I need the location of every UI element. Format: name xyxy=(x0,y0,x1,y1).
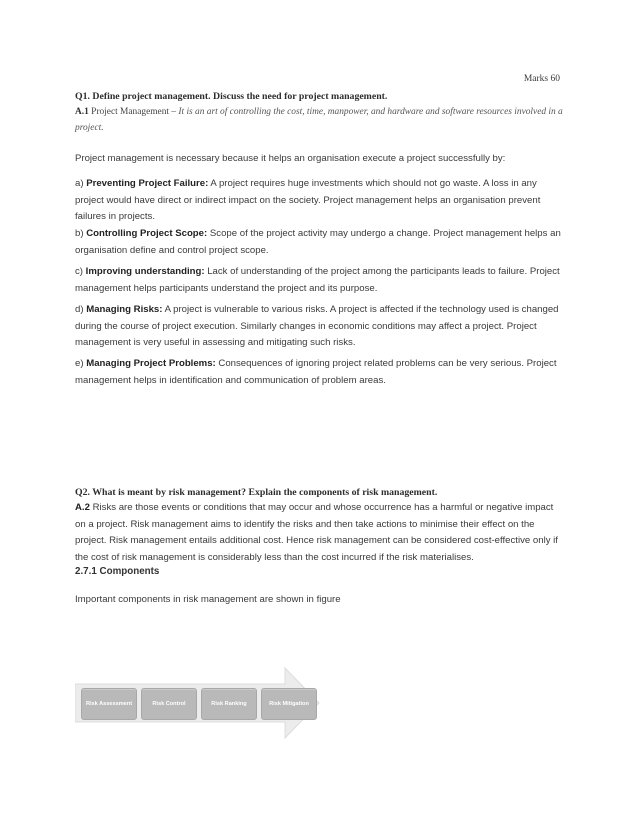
list-item xyxy=(75,264,564,297)
answer-1-definition xyxy=(75,104,564,136)
list-item-text: Consequences of ignoring project related problems can be very serious. Project management helps in identification and communication of problem areas. xyxy=(75,358,557,386)
answer-2 xyxy=(75,500,564,566)
step-risk-ranking: Risk Ranking xyxy=(201,688,257,720)
list-item-term: Improving understanding: xyxy=(85,266,205,277)
list-item-term: Managing Risks: xyxy=(86,304,163,315)
figure-caption: Important components in risk management are shown in figure xyxy=(75,594,341,605)
list-item-term: Managing Project Problems: xyxy=(86,358,216,369)
list-item-text: Lack of understanding of the project among the participants leads to failure. Project management helps participants understand the project and its purpose. xyxy=(75,266,560,294)
list-item xyxy=(75,302,564,352)
answer-2-text: Risks are those events or conditions that may occur and whose occurrence has a harmful or negative impact on a project. Risk management aims to identify the risks and then take actions to minimise their effect on the project. Risk management entails additional cost. Hence risk management can be considered cost-effective only if the cost of risk management is considerably less than the cost incurred if the risk materialises. xyxy=(75,502,558,563)
marks-label: Marks 60 xyxy=(523,74,560,84)
list-item-term: Preventing Project Failure: xyxy=(86,178,209,189)
step-risk-control: Risk Control xyxy=(141,688,197,720)
answer-1-text: It is an art of controlling the cost, time, manpower, and hardware and software resources involved in a project. xyxy=(75,107,563,133)
list-item-term: Controlling Project Scope: xyxy=(86,228,208,239)
list-item-prefix: e) xyxy=(75,358,87,369)
risk-components-figure xyxy=(75,666,325,740)
list-item-text: Scope of the project activity may undergo a change. Project management helps an organisation define and control project scope. xyxy=(75,228,561,256)
answer-1-intro: Project management is necessary because it helps an organisation execute a project successfully by: xyxy=(75,153,506,164)
list-item-prefix: c) xyxy=(75,266,86,277)
list-item-prefix: b) xyxy=(75,228,87,239)
list-item-prefix: d) xyxy=(75,304,87,315)
step-risk-assessment: Risk Assessment xyxy=(81,688,137,720)
list-item xyxy=(75,176,564,226)
section-heading: 2.7.1 Components xyxy=(75,566,160,577)
answer-1-term: Project Management – xyxy=(91,107,179,117)
step-risk-mitigation: Risk Mitigation xyxy=(261,688,317,720)
answer-1-label: A.1 xyxy=(75,107,89,117)
list-item-text: A project is vulnerable to various risks. A project is affected if the technology used is changed during the course of project execution. Similarly changes in economic conditions may affect a project. Project management is very useful in assessing and mitigating such risks. xyxy=(75,304,559,348)
list-item-prefix: a) xyxy=(75,178,87,189)
answer-2-label: A.2 xyxy=(75,502,90,513)
question-1-title: Q1. Define project management. Discuss the need for project management. xyxy=(75,91,388,102)
list-item xyxy=(75,226,564,259)
list-item-text: A project requires huge investments which should not go waste. A loss in any project would have direct or indirect impact on the society. Project management helps an organisation prevent failures in projects. xyxy=(75,178,541,222)
list-item xyxy=(75,356,564,389)
question-2-title: Q2. What is meant by risk management? Explain the components of risk management. xyxy=(75,487,438,498)
